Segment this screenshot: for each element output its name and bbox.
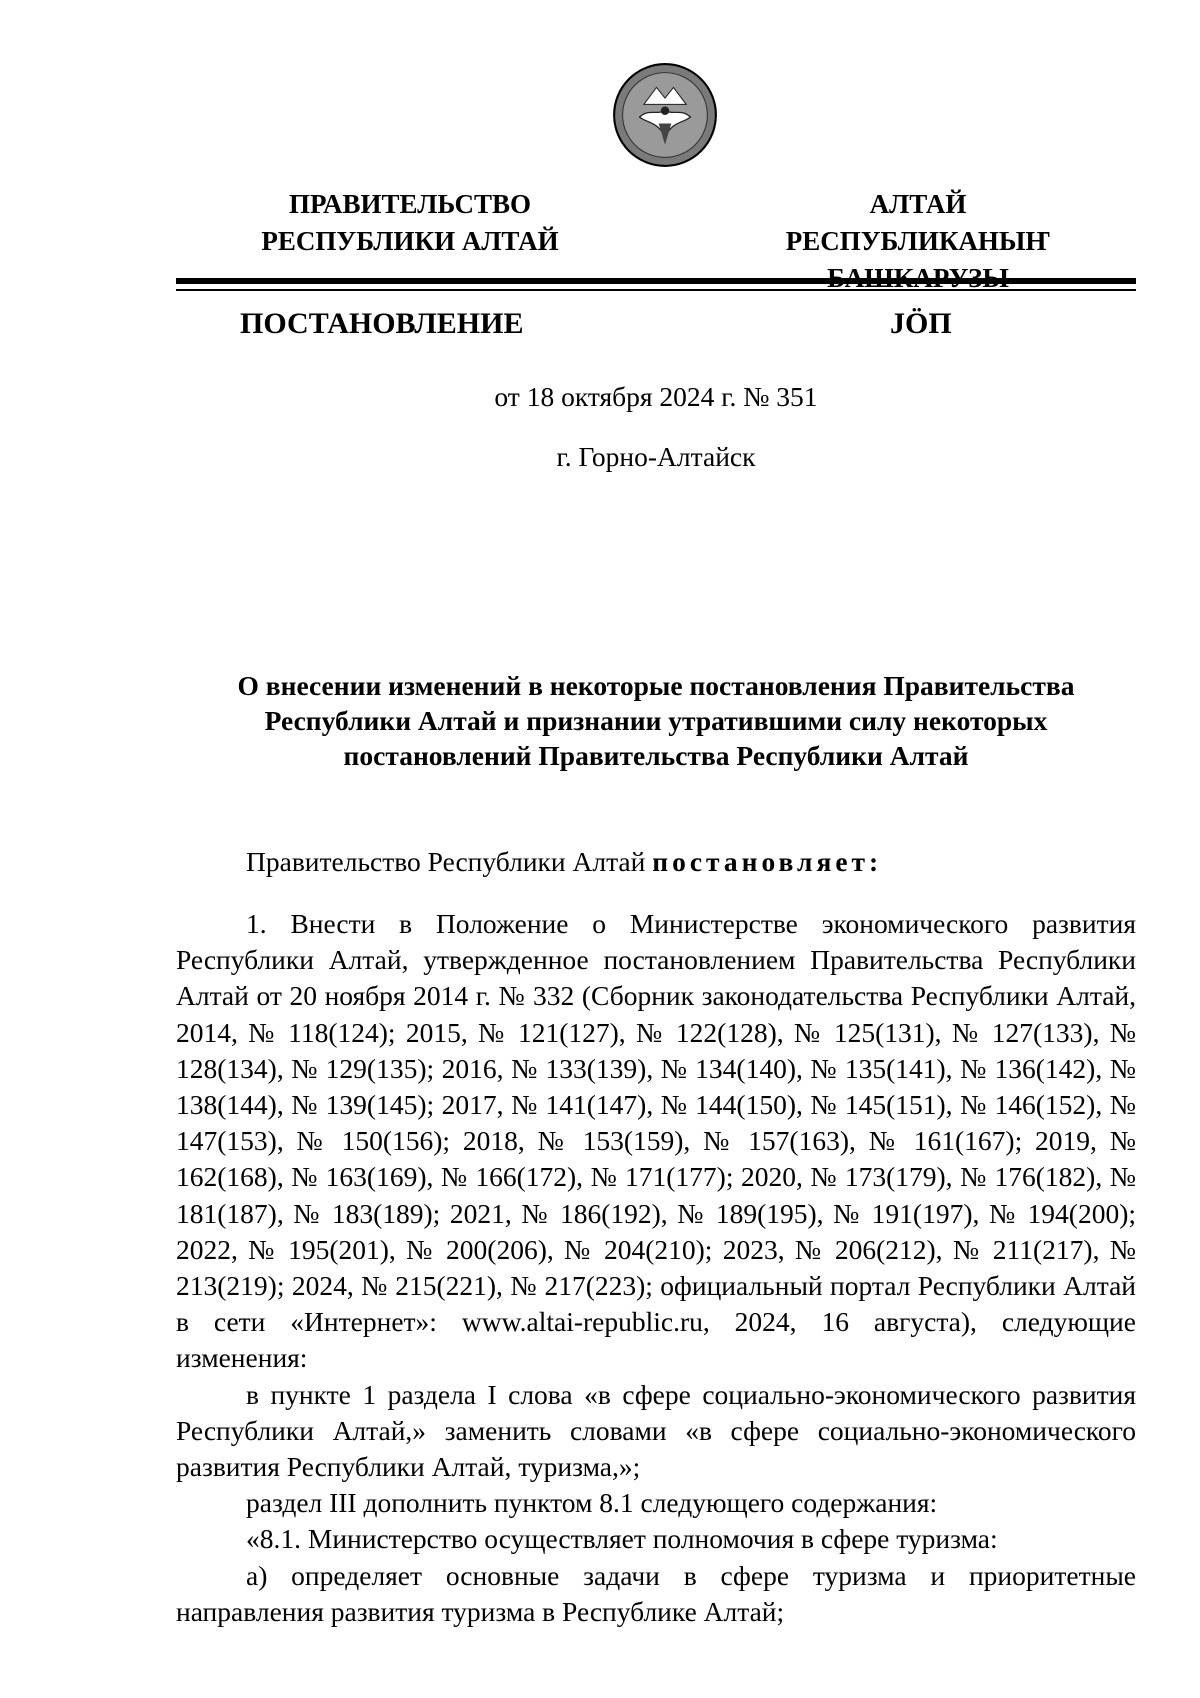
doc-type-ru: ПОСТАНОВЛЕНИЕ: [240, 307, 524, 340]
preamble: [246, 844, 882, 880]
doc-type-alt: JÖП: [890, 307, 952, 340]
preamble-emphasis: постановляет:: [652, 846, 883, 877]
title-line: Республики Алтай и признании утратившими силу некоторых: [264, 705, 1048, 736]
city: г. Горно-Алтайск: [556, 441, 756, 472]
document-title: [200, 668, 1112, 773]
header-divider-thin: [176, 289, 1136, 291]
paragraph: 1. Внести в Положение о Министерстве экономического развития Республики Алтай, утвержденное постановлением Правительства Республики Алтай от 20 ноября 2014 г. № 332 (Сборник законодательства Республики Алтай, 2014, № 118(124); 2015, № 121(127), № 122(128), № 125(131), № 127(133), № 128(134), № 129(135); 2016, № 133(139), № 134(140), № 135(141), № 136(142), № 138(144), № 139(145); 2017, № 141(147), № 144(150), № 145(151), № 146(152), № 147(153), № 150(156); 2018, № 153(159), № 157(163), № 161(167); 2019, № 162(168), № 163(169), № 166(172), № 171(177); 2020, № 173(179), № 176(182), № 181(187), № 183(189); 2021, № 186(192), № 189(195), № 191(197), № 194(200); 2022, № 195(201), № 200(206), № 204(210); 2023, № 206(212), № 211(217), № 213(219); 2024, № 215(221), № 217(223); официальный портал Республики Алтай в сети «Интернет»: www.altai-republic.ru, 2024, 16 августа), следующие изменения:: [176, 908, 1136, 1374]
date-number: от 18 октября 2024 г. № 351: [494, 381, 818, 412]
header-right-line1: АЛТАЙ РЕСПУБЛИКАНЫҤ: [785, 189, 1051, 256]
header-divider-thick: [176, 278, 1136, 284]
paragraph: а) определяет основные задачи в сфере туризма и приоритетные направления развития туризма в Республике Алтай;: [176, 1559, 1136, 1627]
title-line: постановлений Правительства Республики Алтай: [343, 740, 969, 771]
coat-of-arms-icon: [612, 62, 718, 168]
title-line: О внесении изменений в некоторые постановления Правительства: [237, 670, 1075, 701]
paragraph: «8.1. Министерство осуществляет полномочия в сфере туризма:: [246, 1523, 998, 1555]
header-left-line2: РЕСПУБЛИКИ АЛТАЙ: [261, 226, 559, 256]
preamble-text: Правительство Республики Алтай: [246, 846, 653, 877]
header-left: [230, 186, 590, 260]
paragraph: раздел III дополнить пунктом 8.1 следующего содержания:: [246, 1487, 938, 1519]
document-body: [176, 906, 1136, 1630]
paragraph: в пункте 1 раздела I слова «в сфере социально-экономического развития Республики Алтай,» заменить словами «в сфере социально-экономического развития Республики Алтай, туризма,»;: [176, 1378, 1136, 1483]
header-left-line1: ПРАВИТЕЛЬСТВО: [288, 189, 532, 219]
